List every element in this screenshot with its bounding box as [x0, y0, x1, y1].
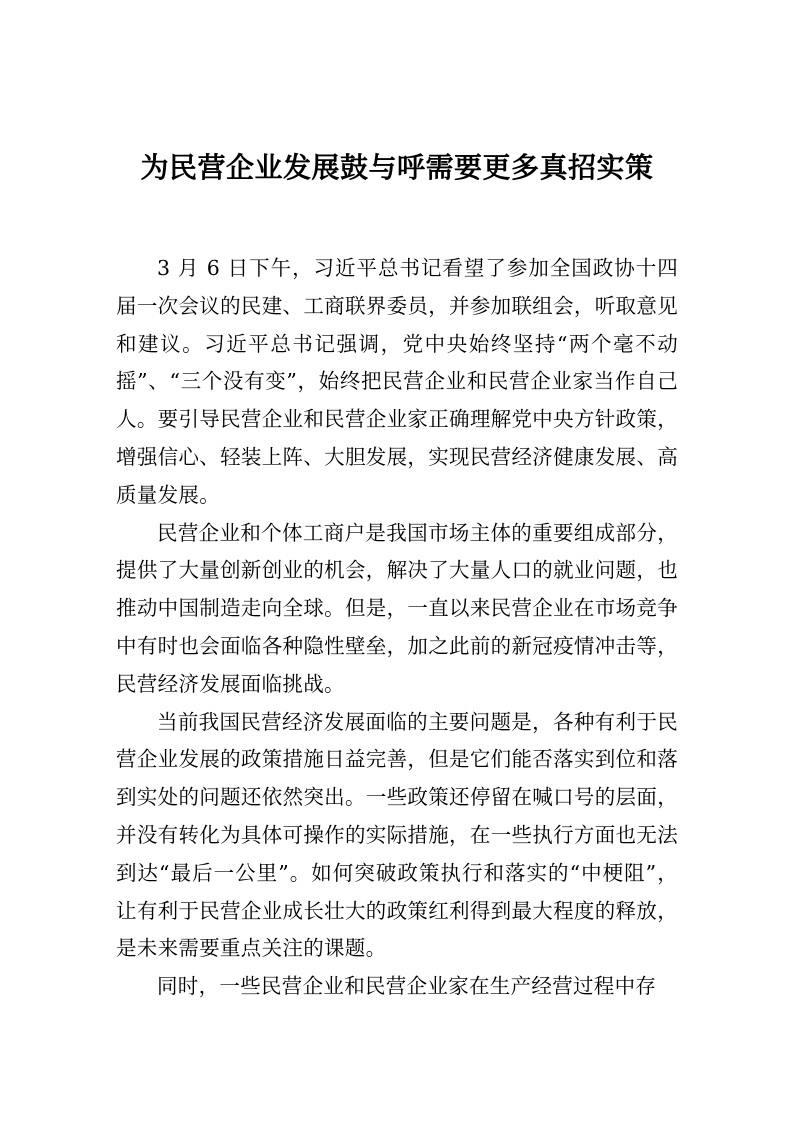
paragraph: 民营企业和个体工商户是我国市场主体的重要组成部分，提供了大量创新创业的机会，解决了大量人口的就业问题，也推动中国制造走向全球。但是，一直以来民营企业在市场竞争中有时也会面临各种隐性壁垒，加之此前的新冠疫情冲击等，民营经济发展面临挑战。	[116, 520, 678, 696]
document-body	[116, 250, 678, 1006]
document-title: 为民营企业发展鼓与呼需要更多真招实策	[140, 151, 654, 184]
paragraph: 同时，一些民营企业和民营企业家在生产经营过程中存	[157, 974, 657, 999]
paragraph: 当前我国民营经济发展面临的主要问题是，各种有利于民营企业发展的政策措施日益完善，但是它们能否落实到位和落到实处的问题还依然突出。一些政策还停留在喊口号的层面，并没有转化为具体可操作的实际措施，在一些执行方面也无法到达“最后一公里”。如何突破政策执行和落实的“中梗阻”，让有利于民营企业成长壮大的政策红利得到最大程度的释放，是未来需要重点关注的课题。	[116, 709, 678, 961]
paragraph: 3 月 6 日下午，习近平总书记看望了参加全国政协十四届一次会议的民建、工商联界委员，并参加联组会，听取意见和建议。习近平总书记强调，党中央始终坚持“两个毫不动摇”、“三个没有变”，始终把民营企业和民营企业家当作自己人。要引导民营企业和民营企业家正确理解党中央方针政策，增强信心、轻装上阵、大胆发展，实现民营经济健康发展、高质量发展。	[116, 256, 678, 507]
